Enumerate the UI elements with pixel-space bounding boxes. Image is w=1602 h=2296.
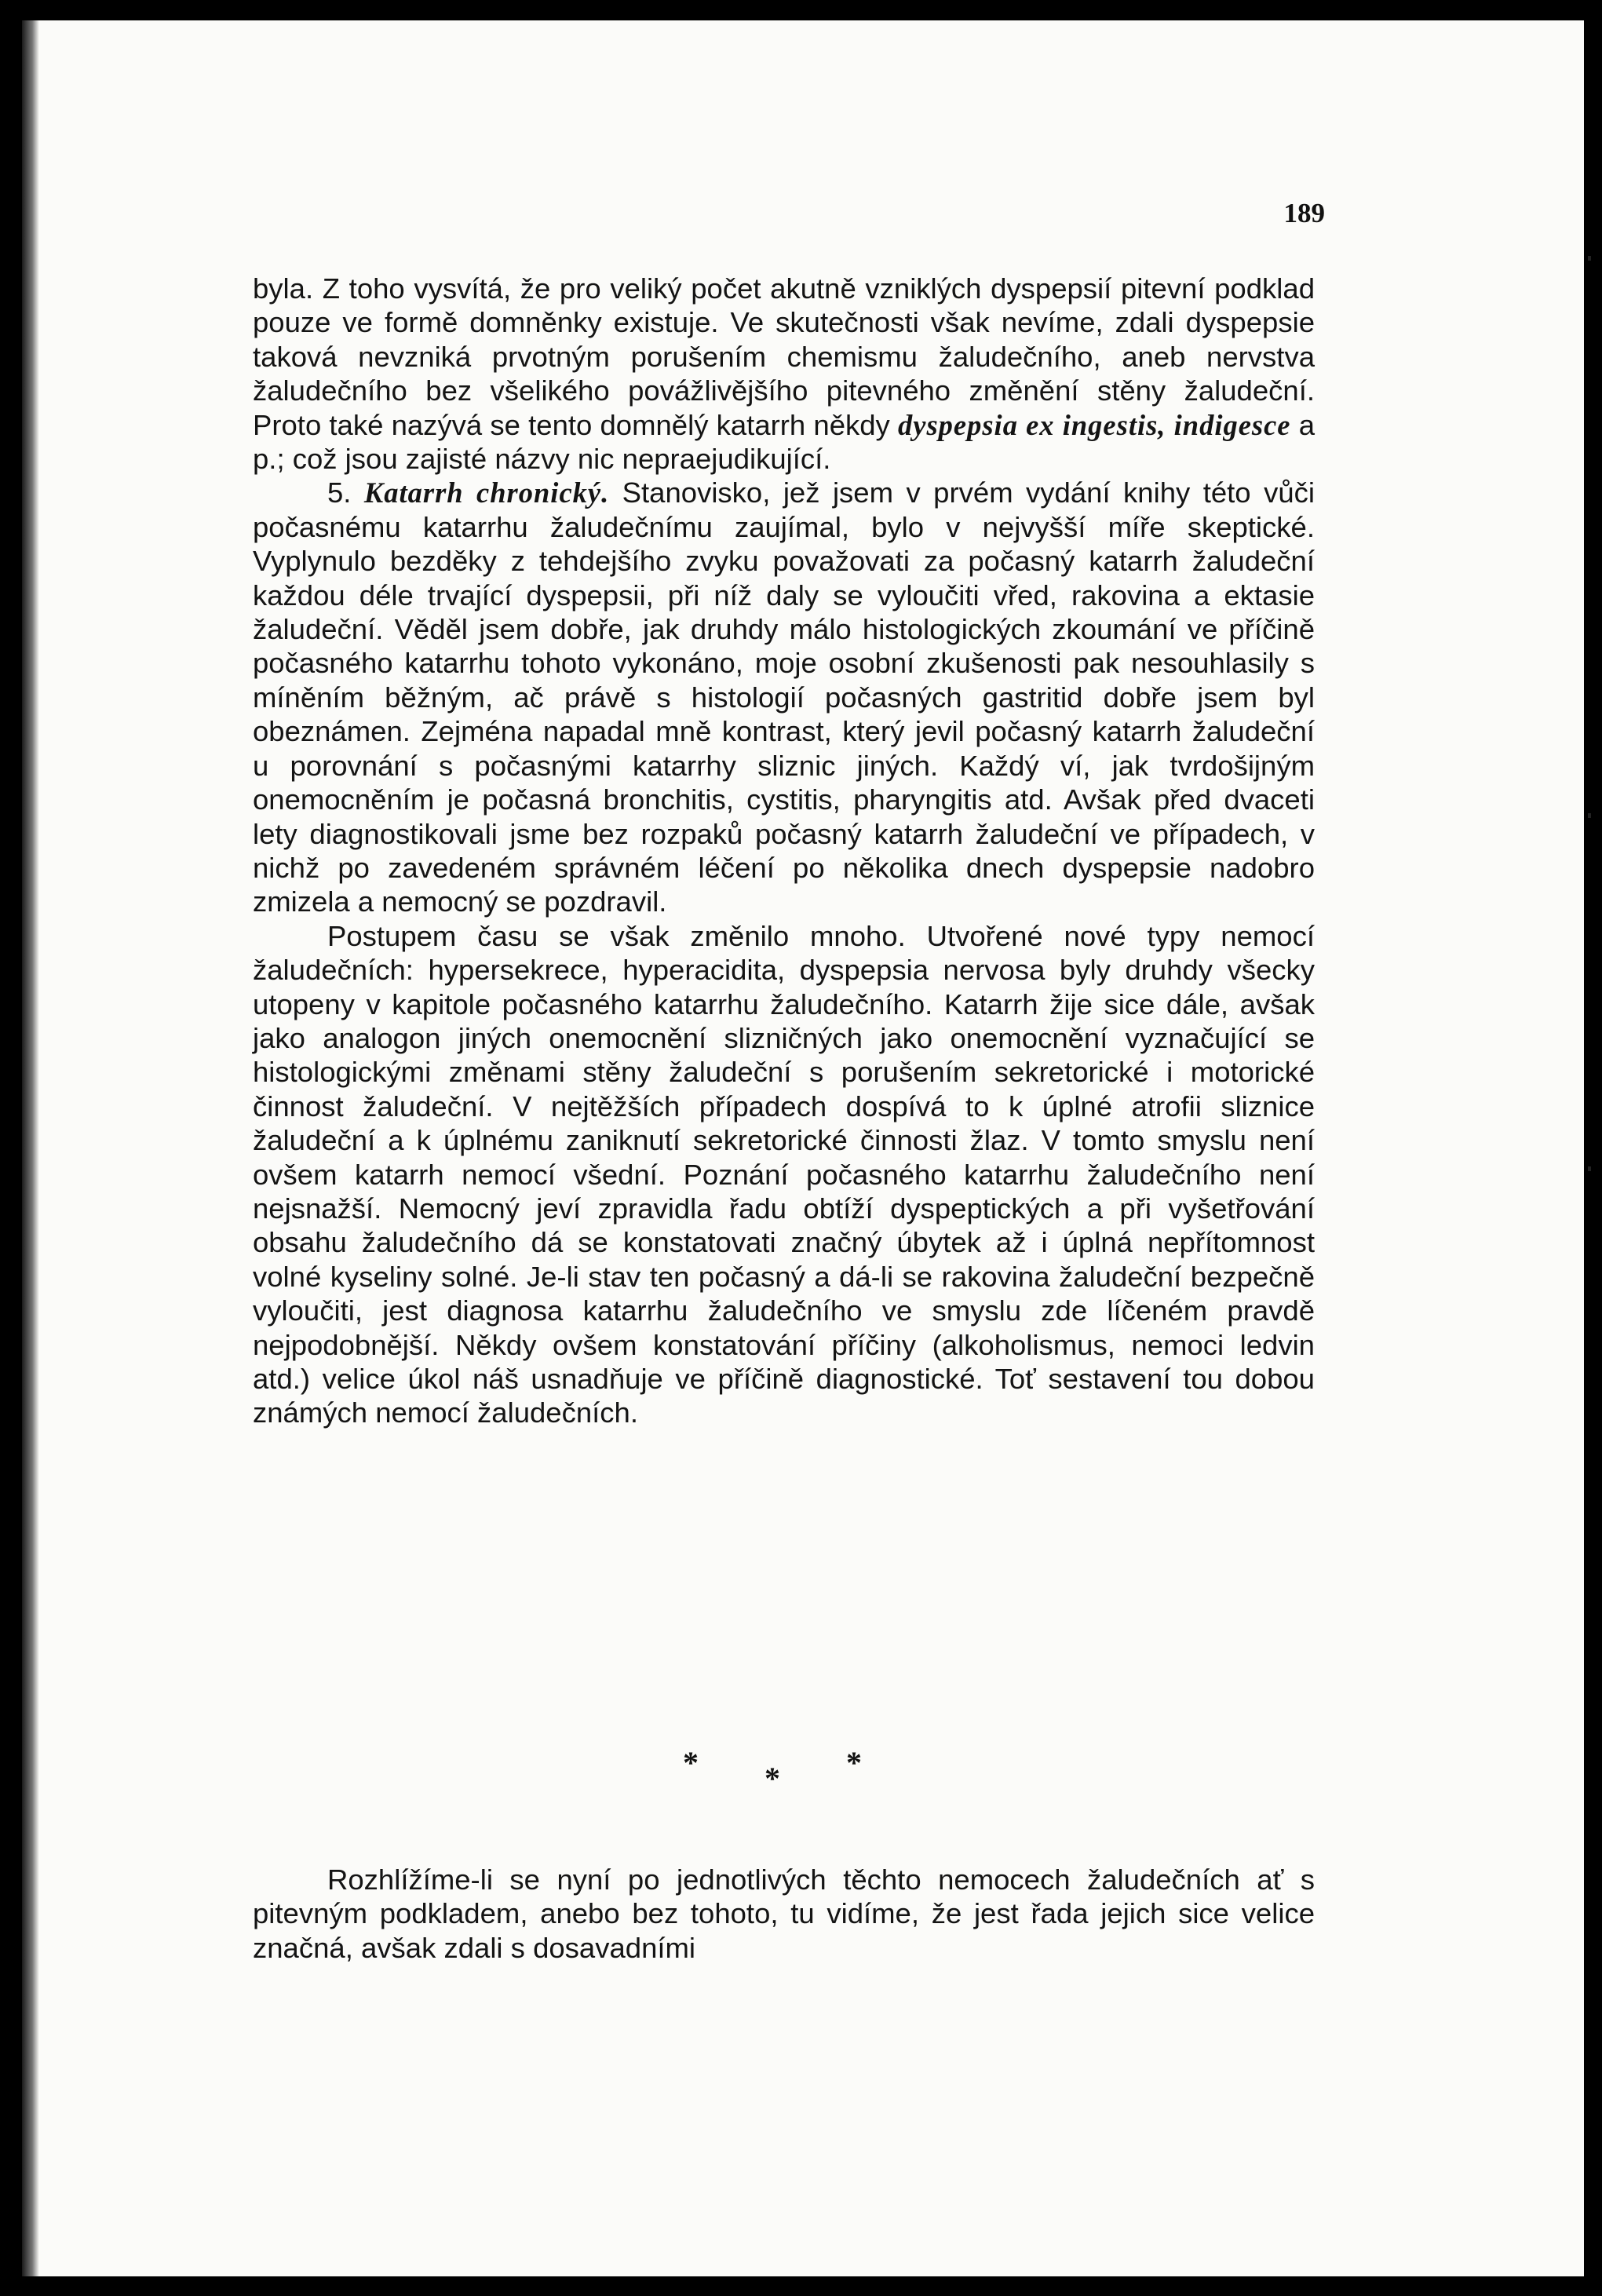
page-number: 189 <box>1283 198 1325 228</box>
closing-text <box>253 1863 1315 1965</box>
edge-mark <box>1588 256 1591 261</box>
paragraph-2 <box>253 476 1315 918</box>
separator-star-right: * <box>846 1745 862 1780</box>
paragraph-1-text-a: byla. Z toho vysvítá, že pro veliký počet akutně vzniklých dyspepsií pitevní podklad pouze ve formě domněnky existuje. Ve skutečnosti však nevíme, zdali dyspepsie taková nevzniká prvotným porušením chemismu žaludečního, aneb nervstva žaludečního bez všelikého povážlivějšího pitevného změnění stěny žaludeční. Proto také nazývá se tento domnělý katarrh někdy <box>253 272 1315 441</box>
binding-shadow <box>22 20 39 2276</box>
edge-mark <box>1588 813 1591 818</box>
book-page <box>22 20 1584 2276</box>
paragraph-4: Rozhlížíme-li se nyní po jednotlivých těchto nemocech žaludečních ať s pitevným podkladem, anebo bez tohoto, tu vidíme, že jest řada jejich sice velice značná, avšak zdali s dosavadními <box>253 1863 1315 1964</box>
edge-mark <box>1588 1166 1591 1171</box>
main-text <box>253 272 1315 1430</box>
section-heading-katarrh-chronicky: Katarrh chronický. <box>363 476 610 509</box>
paragraph-1-text-b <box>1166 409 1173 441</box>
paragraph-2-text: Stanovisko, jež jsem v prvém vydání knihy této vůči počasnému katarrhu žaludečnímu zaujímal, bylo v nejvyšší míře skeptické. Vyplynulo bezděky z tehdejšího zvyku považovati za počasný katarrh žaludeční každou déle trvající dyspepsii, při níž daly se vyloučiti vřed, rakovina a ektasie žaludeční. Věděl jsem dobře, jak druhdy málo histologických zkoumání ve příčině počasného katarrhu tohoto vykonáno, moje osobní zkušenosti pak nesouhlasily s míněním běžným, ač právě s histologií počasných gastritid dobře jsem byl obeznámen. Zejména napadal mně kontrast, který jevil počasný katarrh žaludeční u porovnání s počasnými katarrhy sliznic jiných. Každý ví, jak tvrdošijným onemocněním je počasná bronchitis, cystitis, pharyngitis atd. Avšak před dvaceti lety diagnostikovali jsme bez rozpaků počasný katarrh žaludeční ve případech, v nichž po zavedeném správném léčení po několika dnech dyspepsie nadobro zmizela a nemocný se pozdravil. <box>253 476 1315 918</box>
section-number: 5. <box>327 476 364 509</box>
separator-star-left: * <box>683 1745 699 1780</box>
paragraph-1 <box>253 272 1315 476</box>
term-dyspepsia-ex-ingestis: dyspepsia ex ingestis, <box>898 408 1166 441</box>
term-indigesce: indigesce <box>1173 408 1291 441</box>
paragraph-3: Postupem času se však změnilo mnoho. Utvořené nové typy nemocí žaludečních: hypersekrece, hyperacidita, dyspepsia nervosa byly druhdy všecky utopeny v kapitole počasného katarrhu žaludečního. Katarrh žije sice dále, avšak jako analogon jiných onemocnění slizničných jako onemocnění vyznačující se histologickými změnami stěny žaludeční s porušením sekretorické i motorické činnost žaludeční. V nejtěžších případech dospívá to k úplné atrofii sliznice žaludeční a k úplnému zaniknutí sekretorické činnosti žlaz. V tomto smyslu není ovšem katarrh nemocí všední. Poznání počasného katarrhu žaludečního není nejsnažší. Nemocný jeví zpravidla řadu obtíží dyspeptických a při vyšetřování obsahu žaludečního dá se konstatovati značný úbytek až i úplná nepřítomnost volné kyseliny solné. Je-li stav ten počasný a dá-li se rakovina žaludeční bezpečně vyloučiti, jest diagnosa katarrhu žaludečního ve smyslu zde líčeném pravdě nejpodobnější. Někdy ovšem konstatování příčiny (alkoholismus, nemoci ledvin atd.) velice úkol náš usnadňuje ve příčině diagnostické. Toť sestavení tou dobou známých nemocí žaludečních. <box>253 919 1315 1429</box>
paragraph-1-text-c: a p.; což jsou zajisté názvy nic nepraejudikující. <box>253 408 1315 476</box>
separator-star-center: * <box>765 1761 780 1796</box>
asterism-separator <box>666 1744 901 1796</box>
